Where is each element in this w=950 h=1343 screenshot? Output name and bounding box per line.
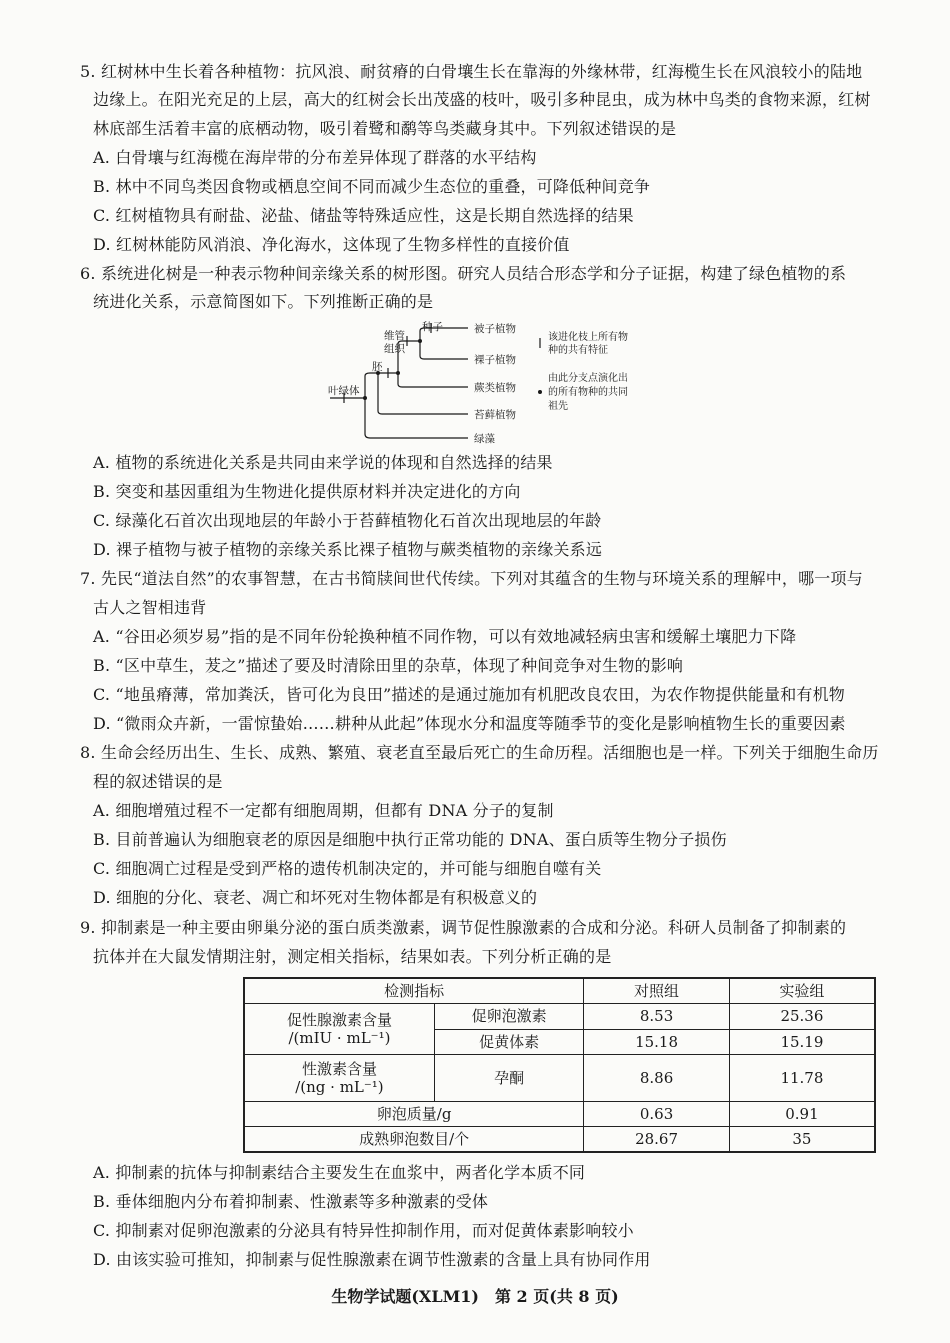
phylogenetic-tree-diagram	[300, 318, 660, 448]
legend-dot-line-3: 祖先	[548, 401, 568, 412]
q6-option-d: D. 裸子植物与被子植物的亲缘关系比裸子植物与蕨类植物的亲缘关系远	[93, 540, 603, 559]
trait-label-vascular-1: 维管	[384, 330, 405, 342]
table-header-experiment: 实验组	[729, 978, 875, 1004]
q5-option-c: C. 红树植物具有耐盐、泌盐、储盐等特殊适应性，这是长期自然选择的结果	[93, 206, 634, 225]
taxon-gymnosperm: 裸子植物	[474, 354, 516, 366]
table-cell-experiment: 11.78	[729, 1055, 875, 1102]
q8-option-b: B. 目前普遍认为细胞衰老的原因是细胞中执行正常功能的 DNA、蛋白质等生物分子损伤	[93, 830, 727, 849]
table-cell-control: 8.86	[584, 1055, 730, 1102]
q7-option-b: B. “区中草生，茇之”描述了要及时清除田里的杂草，体现了种间竞争对生物的影响	[93, 656, 684, 675]
q7-option-d: D. “微雨众卉新，一雷惊蛰始……耕种从此起”体现水分和温度等随季节的变化是影响植物生长的重要因素	[93, 714, 846, 733]
q6-stem-line-2: 统进化关系，示意简图如下。下列推断正确的是	[93, 292, 434, 311]
legend-dot-line-1: 由此分支点演化出	[548, 373, 628, 384]
q5-stem-line-1: 5. 红树林中生长着各种植物：抗风浪、耐贫瘠的白骨壤生长在靠海的外缘林带，红海榄生长在风浪较小的陆地	[80, 62, 863, 81]
table-header-indicator: 检测指标	[244, 978, 584, 1004]
legend-bar-line-2: 种的共有特征	[548, 345, 608, 356]
q7-option-c: C. “地虽瘠薄，常加粪沃，皆可化为良田”描述的是通过施加有机肥改良农田，为农作物提供能量和有机物	[93, 685, 846, 704]
table-group-gonadotropin-line-1: 促性腺激素含量	[286, 1011, 392, 1029]
q5-stem-line-2: 边缘上。在阳光充足的上层，高大的红树会长出茂盛的枝叶，吸引多种昆虫，成为林中鸟类的食物来源，红树	[93, 90, 871, 109]
taxon-angiosperm: 被子植物	[474, 323, 516, 335]
table-group-gonadotropin-line-2: /(mIU · mL⁻¹)	[288, 1029, 391, 1047]
q6-option-b: B. 突变和基因重组为生物进化提供原材料并决定进化的方向	[93, 482, 521, 501]
q6-option-a: A. 植物的系统进化关系是共同由来学说的体现和自然选择的结果	[93, 453, 553, 472]
q8-stem-line-1: 8. 生命会经历出生、生长、成熟、繁殖、衰老直至最后死亡的生命历程。活细胞也是一样。下列关于细胞生命历	[80, 743, 879, 762]
taxon-fern: 蕨类植物	[474, 382, 516, 394]
table-cell-name: 促黄体素	[434, 1029, 583, 1055]
trait-label-chloroplast: 叶绿体	[328, 385, 360, 397]
q7-option-a: A. “谷田必须岁易”指的是不同年份轮换种植不同作物，可以有效地减轻病虫害和缓解土壤肥力下降	[93, 627, 797, 646]
q9-option-b: B. 垂体细胞内分布着抑制素、性激素等多种激素的受体	[93, 1192, 489, 1211]
trait-label-vascular-2: 组织	[384, 343, 405, 355]
table-cell-name: 孕酮	[434, 1055, 583, 1102]
table-cell-control: 8.53	[584, 1004, 730, 1030]
q5-option-d: D. 红树林能防风消浪、净化海水，这体现了生物多样性的直接价值	[93, 235, 570, 254]
q9-option-c: C. 抑制素对促卵泡激素的分泌具有特异性抑制作用，而对促黄体素影响较小	[93, 1221, 634, 1240]
table-cell-name: 促卵泡激素	[434, 1004, 583, 1030]
q5-stem-line-3: 林底部生活着丰富的底栖动物，吸引着鹭和鹬等鸟类藏身其中。下列叙述错误的是	[93, 119, 677, 138]
table-header-control: 对照组	[584, 978, 730, 1004]
q6-stem-line-1: 6. 系统进化树是一种表示物种间亲缘关系的树形图。研究人员结合形态学和分子证据，构建了绿色植物的系	[80, 264, 847, 283]
table-group-sex-hormone-line-1: 性激素含量	[301, 1060, 377, 1078]
q8-option-a: A. 细胞增殖过程不一定都有细胞周期，但都有 DNA 分子的复制	[93, 801, 554, 820]
q5-option-b: B. 林中不同鸟类因食物或栖息空间不同而减少生态位的重叠，可降低种间竞争	[93, 177, 651, 196]
q8-stem-line-2: 程的叙述错误的是	[93, 772, 223, 791]
table-cell-control: 0.63	[584, 1102, 730, 1127]
table-cell-experiment: 35	[729, 1127, 875, 1153]
q7-stem-line-1: 7. 先民“道法自然”的农事智慧，在古书简牍间世代传续。下列对其蕴含的生物与环境关系的理解中，哪一项与	[80, 569, 863, 588]
q5-option-a: A. 白骨壤与红海榄在海岸带的分布差异体现了群落的水平结构	[93, 148, 537, 167]
q9-option-d: D. 由该实验可推知，抑制素与促性腺激素在调节性激素的含量上具有协同作用	[93, 1250, 651, 1269]
legend-bar-line-1: 该进化枝上所有物	[548, 332, 628, 343]
table-cell-name: 卵泡质量/g	[244, 1102, 584, 1127]
q8-option-c: C. 细胞凋亡过程是受到严格的遗传机制决定的，并可能与细胞自噬有关	[93, 859, 602, 878]
trait-label-embryo: 胚	[372, 361, 383, 373]
trait-label-seed: 种子	[422, 321, 443, 333]
table-cell-name: 成熟卵泡数目/个	[244, 1127, 584, 1153]
q9-option-a: A. 抑制素的抗体与抑制素结合主要发生在血浆中，两者化学本质不同	[93, 1163, 586, 1182]
q6-option-c: C. 绿藻化石首次出现地层的年龄小于苔藓植物化石首次出现地层的年龄	[93, 511, 602, 530]
table-group-sex-hormone-line-2: /(ng · mL⁻¹)	[295, 1078, 384, 1096]
q9-stem-line-2: 抗体并在大鼠发情期注射，测定相关指标，结果如表。下列分析正确的是	[93, 947, 612, 966]
taxon-green-algae: 绿藻	[474, 433, 495, 445]
table-cell-control: 28.67	[584, 1127, 730, 1153]
taxon-moss: 苔藓植物	[474, 409, 516, 421]
table-group-gonadotropin	[244, 1004, 434, 1055]
table-cell-experiment: 25.36	[729, 1004, 875, 1030]
q8-option-d: D. 细胞的分化、衰老、凋亡和坏死对生物体都是有积极意义的	[93, 888, 538, 907]
table-cell-experiment: 15.19	[729, 1029, 875, 1055]
q9-stem-line-1: 9. 抑制素是一种主要由卵巢分泌的蛋白质类激素，调节促性腺激素的合成和分泌。科研人员制备了抑制素的	[80, 918, 847, 937]
table-group-sex-hormone	[244, 1055, 434, 1102]
legend-dot-line-2: 的所有物种的共同	[548, 387, 628, 398]
table-cell-control: 15.18	[584, 1029, 730, 1055]
table-cell-experiment: 0.91	[729, 1102, 875, 1127]
page-footer: 生物学试题(XLM1) 第 2 页(共 8 页)	[331, 1287, 619, 1306]
q7-stem-line-2: 古人之智相违背	[93, 598, 207, 617]
q9-results-table	[243, 977, 876, 1153]
